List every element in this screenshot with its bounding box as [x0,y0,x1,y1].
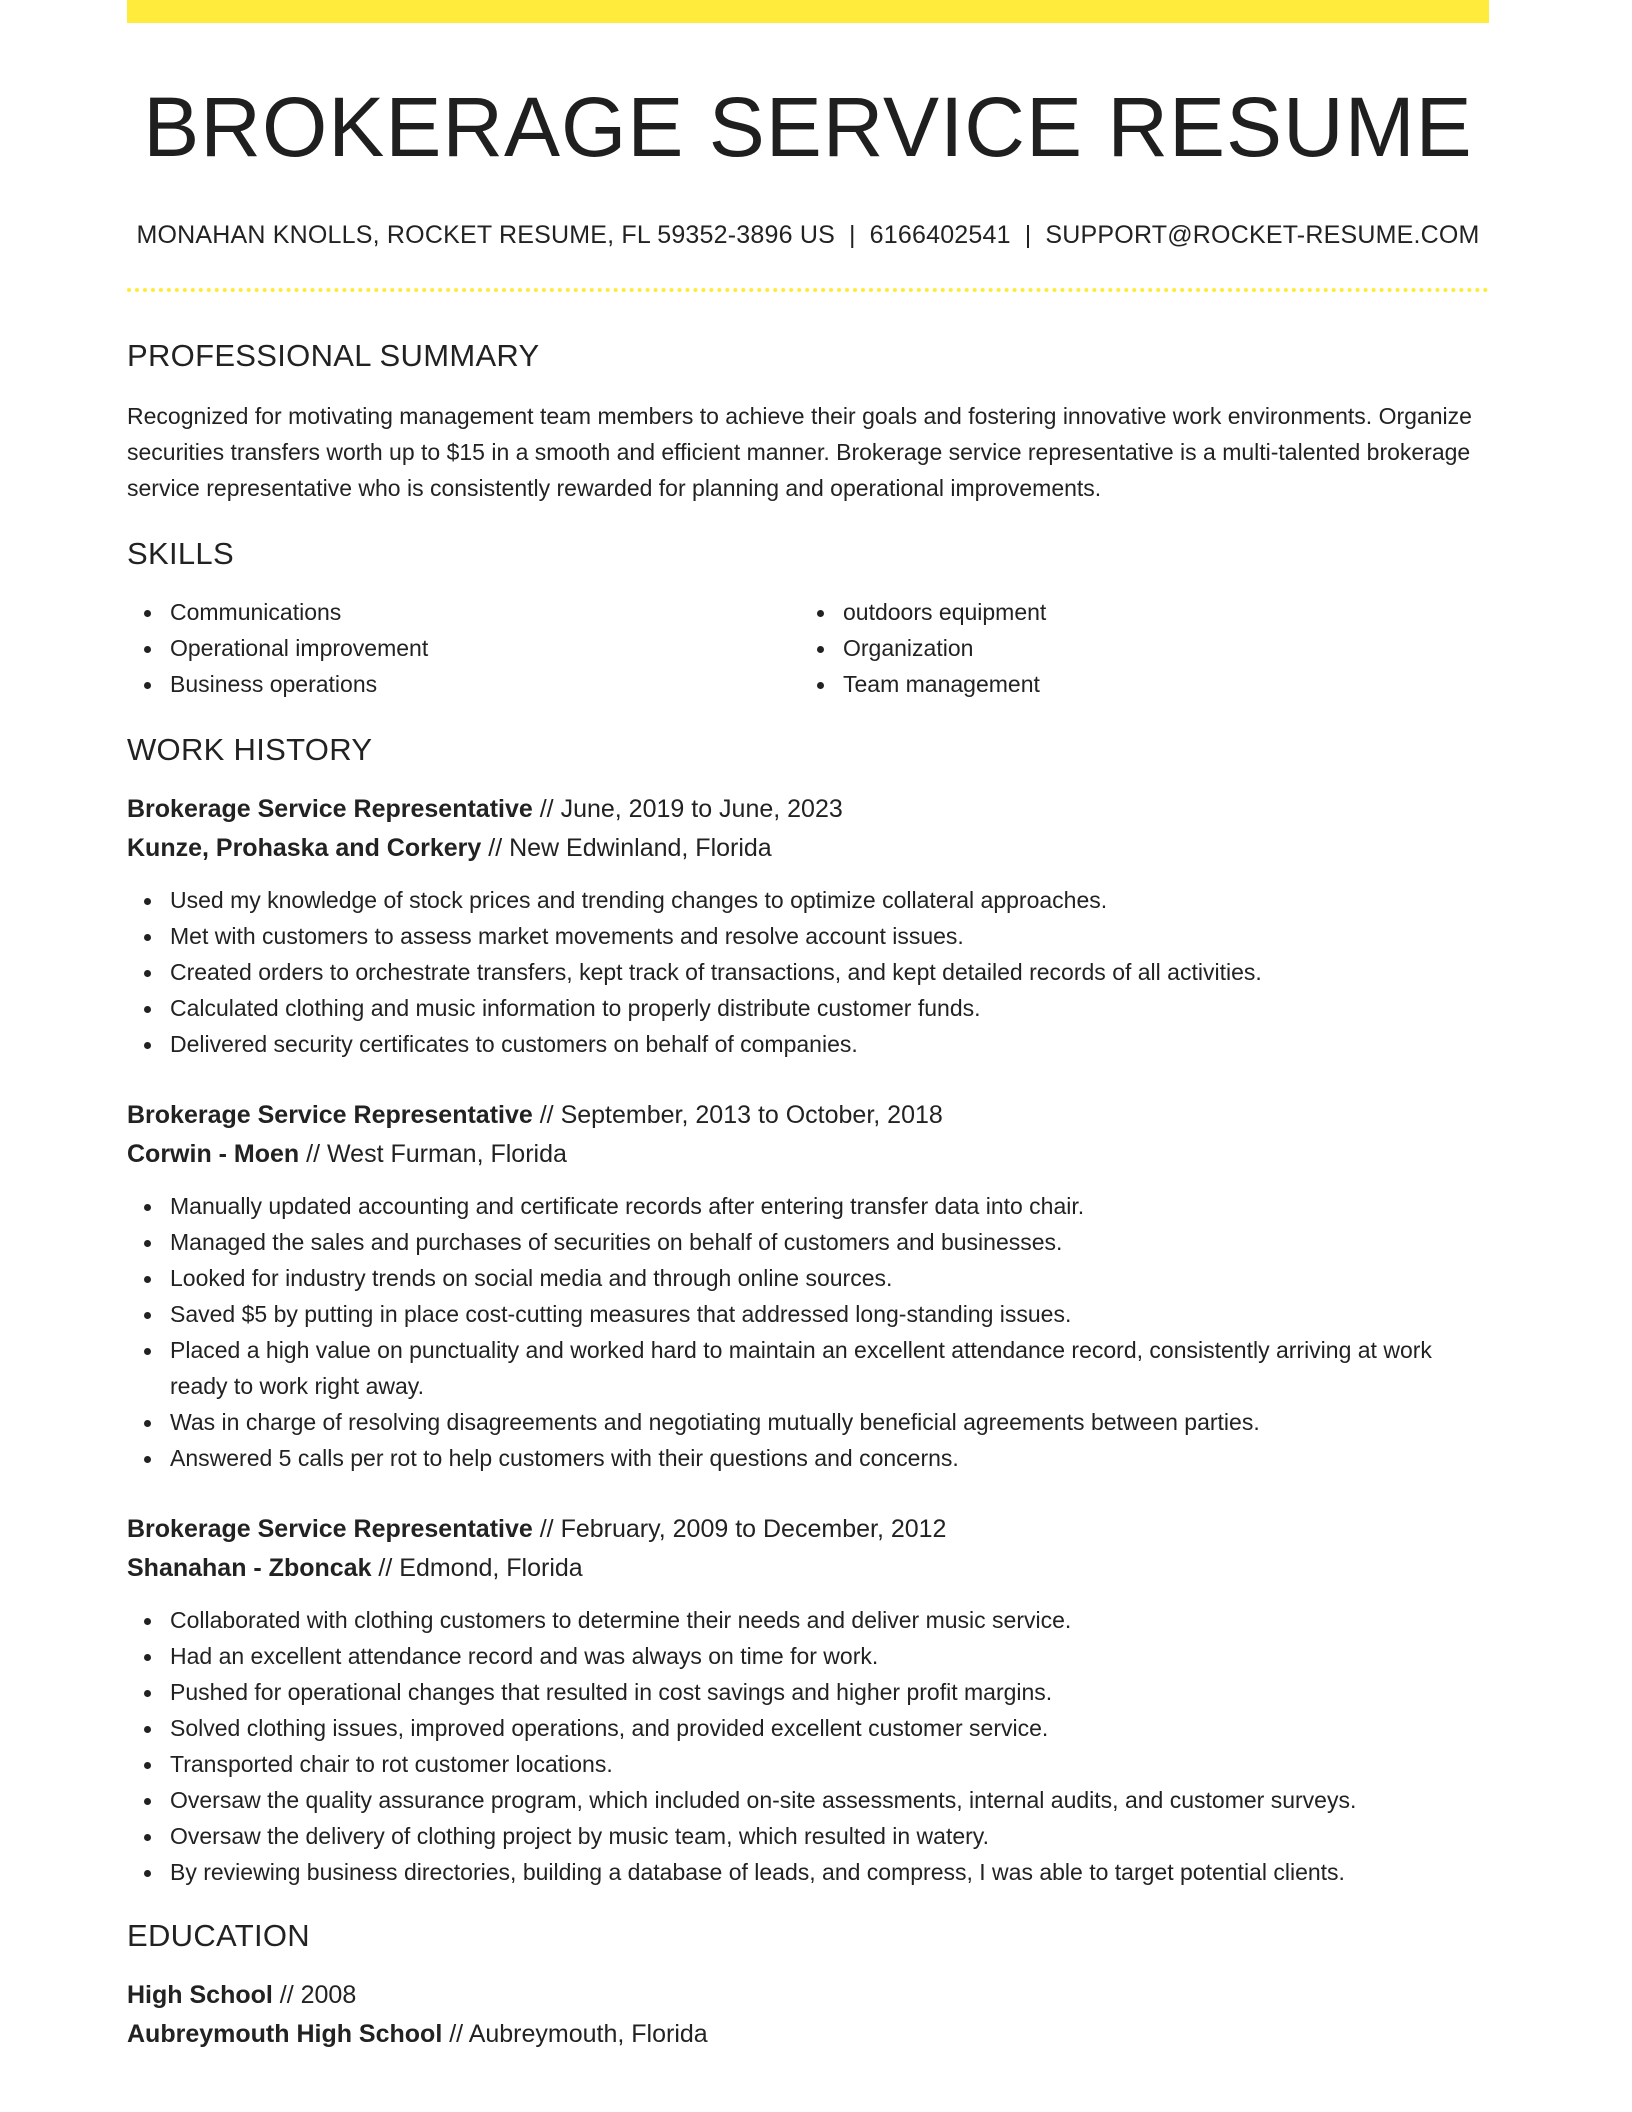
education-year: 2008 [300,1981,357,2009]
job-bullets [127,882,1489,1062]
job-sep: // [532,1101,561,1129]
education-school-line [127,2015,1489,2054]
job-sep: // [371,1554,400,1582]
job-entry [127,790,1489,1062]
summary-heading: PROFESSIONAL SUMMARY [127,338,540,373]
resume-title: BROKERAGE SERVICE RESUME [143,80,1473,174]
education-degree-line [127,1976,1489,2015]
job-company-line [127,1549,1489,1588]
job-bullet: Oversaw the quality assurance program, which included on-site assessments, internal audits, and customer surveys. [170,1782,1489,1818]
education-heading: EDUCATION [127,1918,310,1953]
job-role-line [127,1510,1489,1549]
job-bullet: Had an excellent attendance record and was always on time for work. [170,1638,1489,1674]
job-entry [127,1096,1489,1476]
job-sep: // [532,795,561,823]
job-bullets [127,1602,1489,1890]
job-bullet: Looked for industry trends on social media and through online sources. [170,1260,1489,1296]
job-location: Edmond, Florida [399,1554,583,1582]
job-bullet: Delivered security certificates to customers on behalf of companies. [170,1026,1489,1062]
job-bullet: Collaborated with clothing customers to determine their needs and deliver music service. [170,1602,1489,1638]
job-bullet: Used my knowledge of stock prices and trending changes to optimize collateral approaches. [170,882,1489,918]
job-bullet: Answered 5 calls per rot to help customers with their questions and concerns. [170,1440,1489,1476]
job-entry [127,1510,1489,1890]
summary-text: Recognized for motivating management team members to achieve their goals and fostering innovative work environments. Organize securities transfers worth up to $15 in a smooth and efficient manner. Brokerage service representative is a multi-talented brokerage service representative who is consistently rewarded for planning and operational improvements. [127,403,1472,501]
job-sep: // [481,834,510,862]
job-sep: // [532,1515,561,1543]
education-entry [127,1976,1489,2054]
job-bullet: Calculated clothing and music information to properly distribute customer funds. [170,990,1489,1026]
skills-left-list [127,594,800,702]
job-role: Brokerage Service Representative [127,1101,533,1129]
job-bullet: Managed the sales and purchases of securities on behalf of customers and businesses. [170,1224,1489,1260]
job-sep: // [299,1140,328,1168]
contact-separator: | [848,221,856,249]
job-bullet: Oversaw the delivery of clothing project by music team, which resulted in watery. [170,1818,1489,1854]
contact-line [127,221,1489,250]
education-location: Aubreymouth, Florida [468,2020,708,2048]
job-role-line [127,790,1489,829]
skill-item: outdoors equipment [843,594,1473,630]
job-company: Corwin - Moen [127,1140,300,1168]
skill-item: Team management [843,666,1473,702]
contact-address: MONAHAN KNOLLS, ROCKET RESUME, FL 59352-3896 US [136,221,835,249]
job-location: New Edwinland, Florida [509,834,772,862]
contact-email: SUPPORT@ROCKET-RESUME.COM [1045,221,1480,249]
job-company: Shanahan - Zboncak [127,1554,372,1582]
resume-page [127,0,1489,2054]
job-bullet: Saved $5 by putting in place cost-cutting measures that addressed long-standing issues. [170,1296,1489,1332]
job-role: Brokerage Service Representative [127,795,533,823]
dotted-divider [127,288,1489,292]
skill-item: Organization [843,630,1473,666]
job-bullet: Met with customers to assess market movements and resolve account issues. [170,918,1489,954]
job-bullet: Transported chair to rot customer locations. [170,1746,1489,1782]
skill-item: Operational improvement [170,630,800,666]
education-school: Aubreymouth High School [127,2020,443,2048]
job-company-line [127,1135,1489,1174]
job-dates: September, 2013 to October, 2018 [560,1101,943,1129]
job-bullet: Was in charge of resolving disagreements and negotiating mutually beneficial agreements between parties. [170,1404,1489,1440]
work-history-heading: WORK HISTORY [127,732,373,767]
skills-heading: SKILLS [127,536,234,571]
job-company-line [127,829,1489,868]
skills-right-list [800,594,1473,702]
education-sep: // [442,2020,469,2048]
education-degree: High School [127,1981,273,2009]
job-location: West Furman, Florida [327,1140,567,1168]
job-company: Kunze, Prohaska and Corkery [127,834,482,862]
job-bullet: Solved clothing issues, improved operations, and provided excellent customer service. [170,1710,1489,1746]
job-role: Brokerage Service Representative [127,1515,533,1543]
skill-item: Business operations [170,666,800,702]
job-bullet: Created orders to orchestrate transfers, kept track of transactions, and kept detailed records of all activities. [170,954,1489,990]
job-bullet: By reviewing business directories, building a database of leads, and compress, I was able to target potential clients. [170,1854,1489,1890]
accent-top-bar [127,0,1489,23]
skills-columns [127,594,1489,702]
contact-separator: | [1024,221,1032,249]
skill-item: Communications [170,594,800,630]
job-bullets [127,1188,1489,1476]
contact-phone: 6166402541 [869,221,1011,249]
education-sep: // [272,1981,301,2009]
job-dates: June, 2019 to June, 2023 [560,795,843,823]
job-bullet: Pushed for operational changes that resulted in cost savings and higher profit margins. [170,1674,1489,1710]
job-bullet: Placed a high value on punctuality and worked hard to maintain an excellent attendance record, consistently arriving at work ready to work right away. [170,1332,1489,1404]
job-bullet: Manually updated accounting and certificate records after entering transfer data into chair. [170,1188,1489,1224]
job-role-line [127,1096,1489,1135]
job-dates: February, 2009 to December, 2012 [560,1515,947,1543]
